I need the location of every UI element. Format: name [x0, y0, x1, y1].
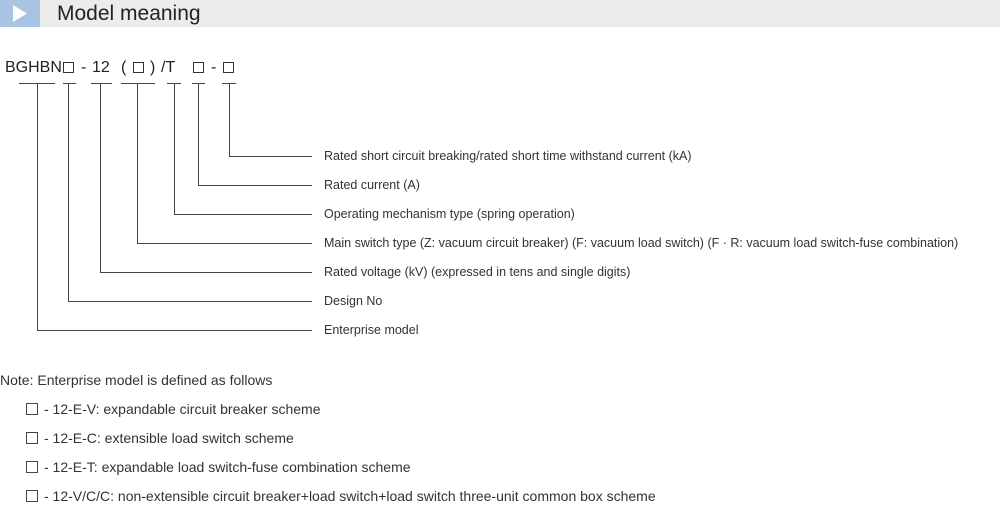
desc-main-switch-type: Main switch type (Z: vacuum circuit breaker) (F: vacuum load switch) (F · R: vacuum load switch-fuse combination) [324, 236, 959, 250]
code-paren-close: ) [150, 59, 156, 76]
desc-rated-current: Rated current (A) [324, 178, 420, 192]
code-dash-1: - [81, 59, 87, 76]
code-slash-t: /T [161, 59, 176, 76]
checkbox-square-icon [26, 461, 38, 473]
note-item [26, 487, 656, 505]
checkbox-square-icon [26, 403, 38, 415]
note-item [26, 429, 294, 447]
note-title: Note: Enterprise model is defined as follows [0, 372, 273, 388]
desc-enterprise-model: Enterprise model [324, 323, 419, 337]
desc-rated-voltage: Rated voltage (kV) (expressed in tens and single digits) [324, 265, 631, 279]
checkbox-square-icon [26, 490, 38, 502]
desc-design-no: Design No [324, 294, 383, 308]
desc-breaking-current: Rated short circuit breaking/rated short time withstand current (kA) [324, 149, 692, 163]
desc-operating-mechanism: Operating mechanism type (spring operation) [324, 207, 575, 221]
note-item [26, 458, 411, 476]
code-paren-open: ( [121, 59, 127, 76]
note-item-text: - 12-V/C/C: non-extensible circuit breaker+load switch+load switch three-unit common box scheme [44, 488, 656, 504]
code-dash-2: - [211, 59, 217, 76]
note-item-text: - 12-E-T: expandable load switch-fuse combination scheme [44, 459, 411, 475]
page-title: Model meaning [57, 2, 201, 25]
note-item [26, 400, 321, 418]
note-item-text: - 12-E-V: expandable circuit breaker scheme [44, 401, 321, 417]
code-voltage: 12 [92, 59, 110, 76]
note-item-text: - 12-E-C: extensible load switch scheme [44, 430, 294, 446]
code-prefix: BGHBN [5, 59, 62, 76]
checkbox-square-icon [26, 432, 38, 444]
